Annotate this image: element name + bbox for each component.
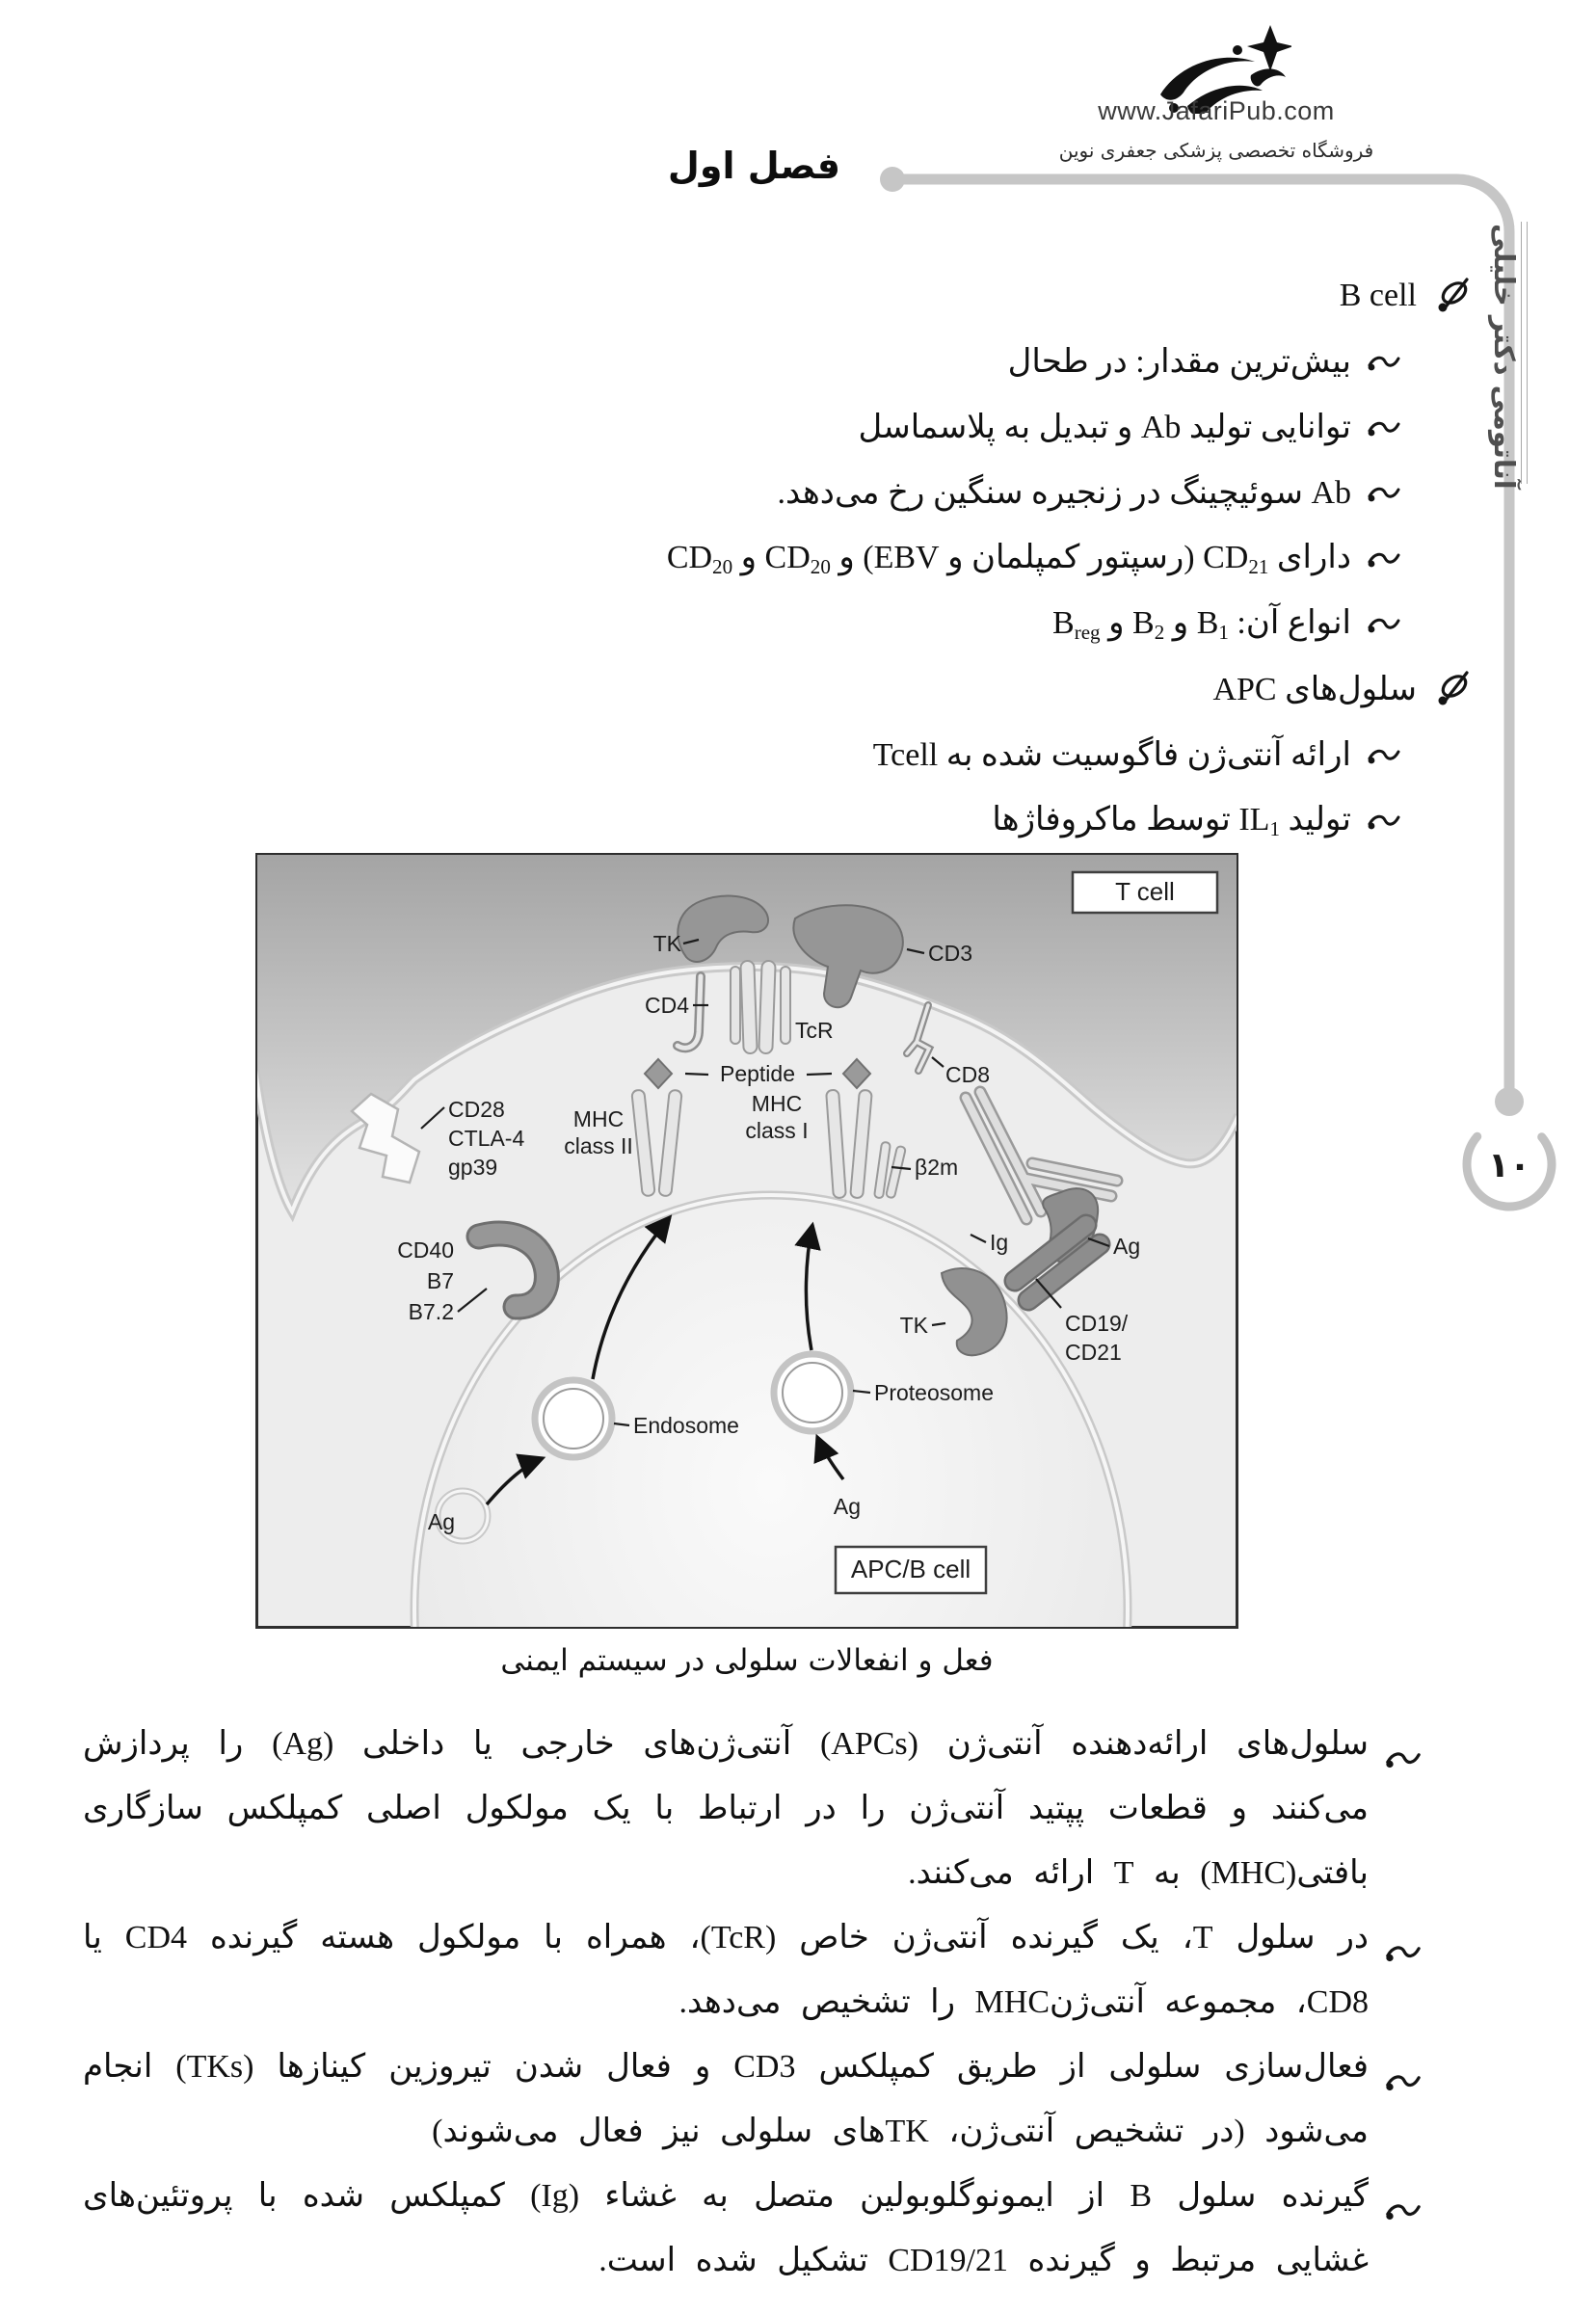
chapter-title: فصل اول [667,145,840,187]
proteosome-label: Proteosome [874,1380,995,1405]
ag-bottom-label: Ag [833,1494,862,1519]
paragraph-text: در سلول T، یک گیرنده آنتی‌ژن خاص (TcR)، همراه با مولکول هسته گیرنده CD4 یا CD8، مجموعه آنتی‌ژنMHC را تشخیص می‌دهد. [83,1920,1370,2020]
outline-text: انواع آن: $B_1$ و $B_2$ و $B_{reg}$ [1052,604,1351,644]
cd4-label: CD4 [644,993,689,1018]
paragraph [83,2164,1426,2293]
outline-item [337,394,1401,460]
item-bullet-icon [1384,2181,1423,2246]
outline-text: توانایی تولید Ab و تبدیل به پلاسماسل [858,410,1351,445]
rule-end-dot [1495,1087,1524,1116]
outline-text: ارائه آنتی‌ژن فاگوسیت شده به Tcell [872,737,1351,773]
item-bullet-icon [1367,808,1401,833]
mhc2-label-line2: class II [564,1133,633,1158]
mhc2-label-line1: MHC [572,1106,625,1131]
outline-list [337,263,1475,853]
outline-section [337,656,1475,722]
gp39-label: gp39 [448,1155,498,1180]
paragraph [83,1712,1426,1905]
ag-right-label: Ag [1113,1234,1141,1259]
outline-item [337,591,1401,656]
paragraph-text: سلول‌های ارائه‌دهنده آنتی‌ژن (APCs) آنتی‌ژن‌های خارجی یا داخلی (Ag) را پردازش می‌کنند و قطعات پپتید آنتی‌ژن را در ارتباط با یک مولکول اصلی کمپلکس سازگاری بافتی(MHC) به T ارائه می‌کنند. [83,1726,1369,1891]
proteosome-organelle [774,1354,851,1431]
outline-text: B cell [1339,278,1417,313]
endosome-label: Endosome [633,1413,739,1438]
b72-label: B7.2 [408,1299,454,1324]
item-bullet-icon [1367,480,1401,505]
cd19-label: CD19/ [1065,1311,1129,1336]
outline-item [337,329,1401,394]
item-bullet-icon [1384,2052,1423,2116]
item-bullet-icon [1367,414,1401,439]
tk-bottom-label: TK [899,1313,928,1338]
body-paragraphs [83,1712,1426,2293]
outline-item [337,722,1401,787]
apc-b-cell-label: APC/B cell [850,1555,971,1583]
mhc1-label-line2: class I [745,1118,809,1143]
ig-label: Ig [990,1230,1009,1255]
tcr-label: TcR [795,1018,834,1043]
mhc1-label-line1: MHC [751,1091,803,1116]
section-bullet-icon [1432,668,1475,710]
cd28-label: CD28 [448,1097,505,1122]
figure-caption: فعل و انفعالات سلولی در سیستم ایمنی [500,1643,994,1678]
b7-label: B7 [426,1268,454,1293]
item-bullet-icon [1367,742,1401,767]
peptide-label: Peptide [719,1061,796,1086]
item-bullet-icon [1367,545,1401,571]
store-name: فروشگاه تخصصی پزشکی جعفری نوین [1058,139,1374,162]
outline-text: تولید $IL_1$ توسط ماکروفاژها [992,801,1351,840]
immune-interaction-figure [255,853,1238,1629]
outline-text: سلول‌های APC [1212,672,1417,707]
b2m-label: β2m [915,1155,959,1180]
site-url: www.JafariPub.com [1098,96,1335,125]
section-bullet-icon [1432,275,1475,317]
item-bullet-icon [1367,611,1401,636]
outline-text: دارای $CD_{21}$ (رسپتور کمپلمان و EBV) و $CD_{20}$ و $CD_{20}$ [666,539,1351,578]
outline-item [337,787,1401,853]
t-cell-label: T cell [1115,877,1175,906]
sidebar-book-title: آناتومی دکتر خلیلی [1488,224,1521,490]
ctla4-label: CTLA-4 [448,1126,525,1151]
outline-item [337,460,1401,525]
cd40-label: CD40 [397,1237,454,1263]
paragraph [83,2035,1426,2164]
paragraph-text: فعال‌سازی سلولی از طریق کمپلکس CD3 و فعال شدن تیروزین کینازها (TKs) انجام می‌شود (در تشخیص آنتی‌ژن، TKهای سلولی نیز فعال می‌شوند) [83,2049,1369,2149]
outline-section [337,263,1475,329]
page-number: ۱۰ [1488,1146,1530,1185]
outline-text: بیش‌ترین مقدار: در طحال [1007,344,1351,380]
cd8-label: CD8 [945,1062,991,1087]
page-number-badge [1450,1104,1569,1224]
item-bullet-icon [1384,1729,1423,1794]
paragraph [83,1905,1426,2035]
outline-item [337,525,1401,591]
ag-left-label: Ag [427,1509,456,1534]
outline-text: Ab سوئیچینگ در زنجیره سنگین رخ می‌دهد. [777,475,1351,511]
item-bullet-icon [1384,1923,1423,1987]
cd3-label: CD3 [928,941,973,966]
item-bullet-icon [1367,349,1401,374]
endosome-organelle [535,1380,612,1457]
tk-top-label: TK [652,931,681,956]
sidebar-rules [1521,222,1528,484]
paragraph-text: گیرنده سلول B از ایمونوگلوبولین متصل به غشاء (Ig) کمپلکس شده با پروتئین‌های غشایی مرتبط و گیرنده CD19/21 تشکیل شده است. [83,2178,1369,2278]
cd21-label: CD21 [1065,1340,1122,1365]
